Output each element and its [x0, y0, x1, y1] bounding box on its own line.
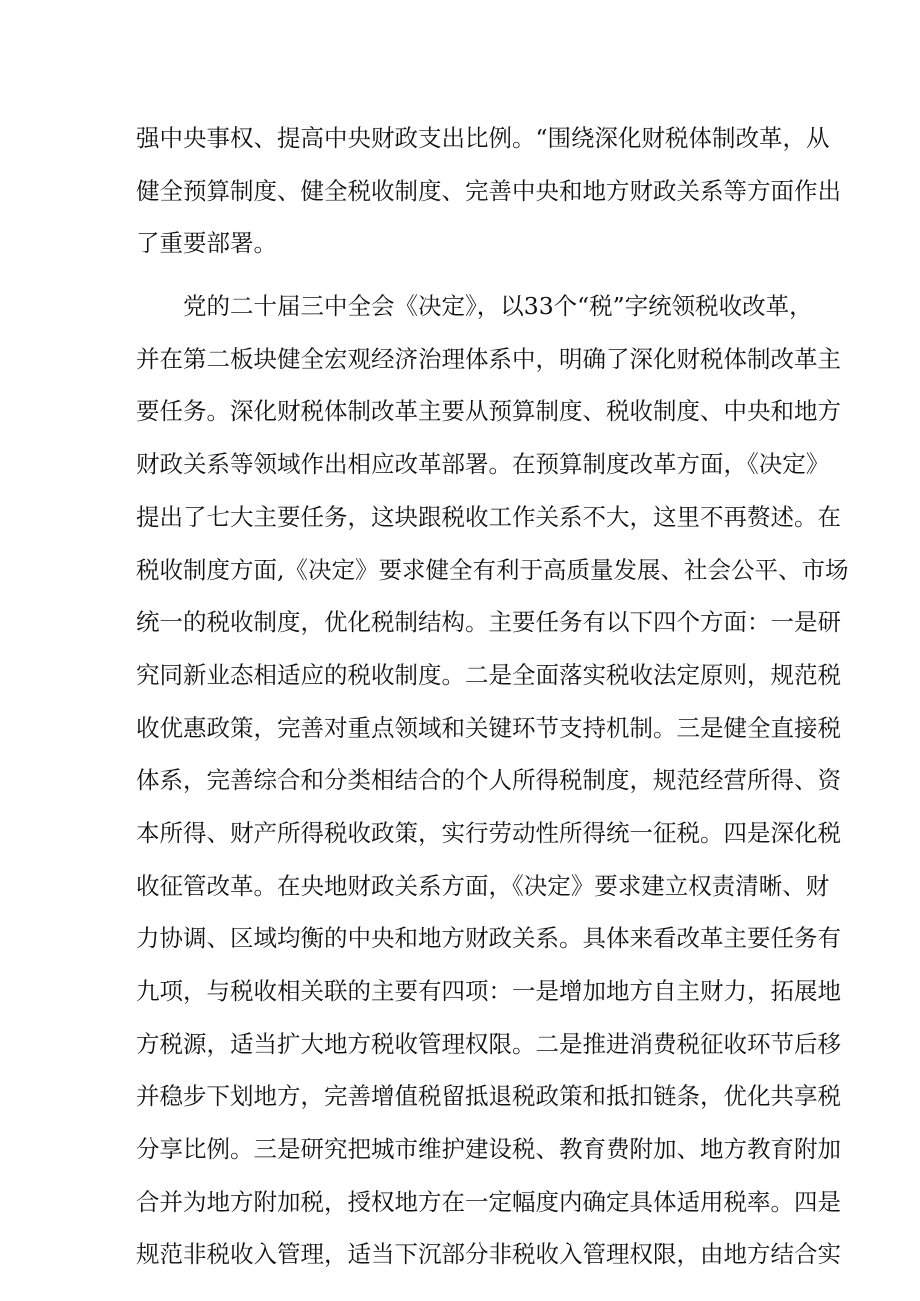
- text-line: 财政关系等领域作出相应改革部署。在预算制度改革方面，《决定》: [136, 450, 830, 479]
- paragraph-2: [136, 280, 849, 1281]
- text-line: 体系，完善综合和分类相结合的个人所得税制度，规范经营所得、资: [136, 766, 841, 795]
- text-line: 了重要部署。: [136, 229, 277, 258]
- text-line: 规范非税收入管理，适当下沉部分非税收入管理权限，由地方结合实: [136, 1240, 841, 1269]
- text-line: 力协调、区域均衡的中央和地方财政关系。具体来看改革主要任务有: [136, 924, 841, 953]
- text-line: 收优惠政策，完善对重点领域和关键环节支持机制。三是健全直接税: [136, 713, 841, 742]
- text-line: 方税源，适当扩大地方税收管理权限。二是推进消费税征收环节后移: [136, 1029, 841, 1058]
- text-line: 要任务。深化财税体制改革主要从预算制度、税收制度、中央和地方: [136, 397, 841, 426]
- text-line: 并在第二板块健全宏观经济治理体系中，明确了深化财税体制改革主: [136, 344, 841, 373]
- text-line: 合并为地方附加税，授权地方在一定幅度内确定具体适用税率。四是: [136, 1187, 841, 1216]
- paragraph-1: [136, 112, 841, 270]
- text-line: 统一的税收制度，优化税制结构。主要任务有以下四个方面：一是研: [136, 608, 841, 637]
- text-line: 分享比例。三是研究把城市维护建设税、教育费附加、地方教育附加: [136, 1135, 841, 1164]
- text-line: 党的二十届三中全会《决定》，以33个“税”字统领税收改革，: [183, 292, 813, 321]
- text-line: 究同新业态相适应的税收制度。二是全面落实税收法定原则，规范税: [136, 660, 841, 689]
- document-body: [136, 112, 849, 1281]
- text-line: 强中央事权、提高中央财政支出比例。“围绕深化财税体制改革，从: [136, 124, 830, 152]
- text-line: 九项，与税收相关联的主要有四项：一是增加地方自主财力，拓展地: [136, 977, 841, 1005]
- text-line: 收征管改革。在央地财政关系方面，《决定》要求建立权责清晰、财: [136, 871, 830, 900]
- text-line: 健全预算制度、健全税收制度、完善中央和地方财政关系等方面作出: [136, 176, 841, 205]
- paragraph-gap: [136, 270, 786, 280]
- text-line: 本所得、财产所得税收政策，实行劳动性所得统一征税。四是深化税: [136, 818, 841, 847]
- text-line: 税收制度方面,《决定》要求健全有利于高质量发展、社会公平、市场: [136, 555, 849, 584]
- text-line: 并稳步下划地方，完善增值税留抵退税政策和抵扣链条，优化共享税: [136, 1082, 841, 1111]
- text-line: 提出了七大主要任务，这块跟税收工作关系不大，这里不再赘述。在: [136, 502, 841, 531]
